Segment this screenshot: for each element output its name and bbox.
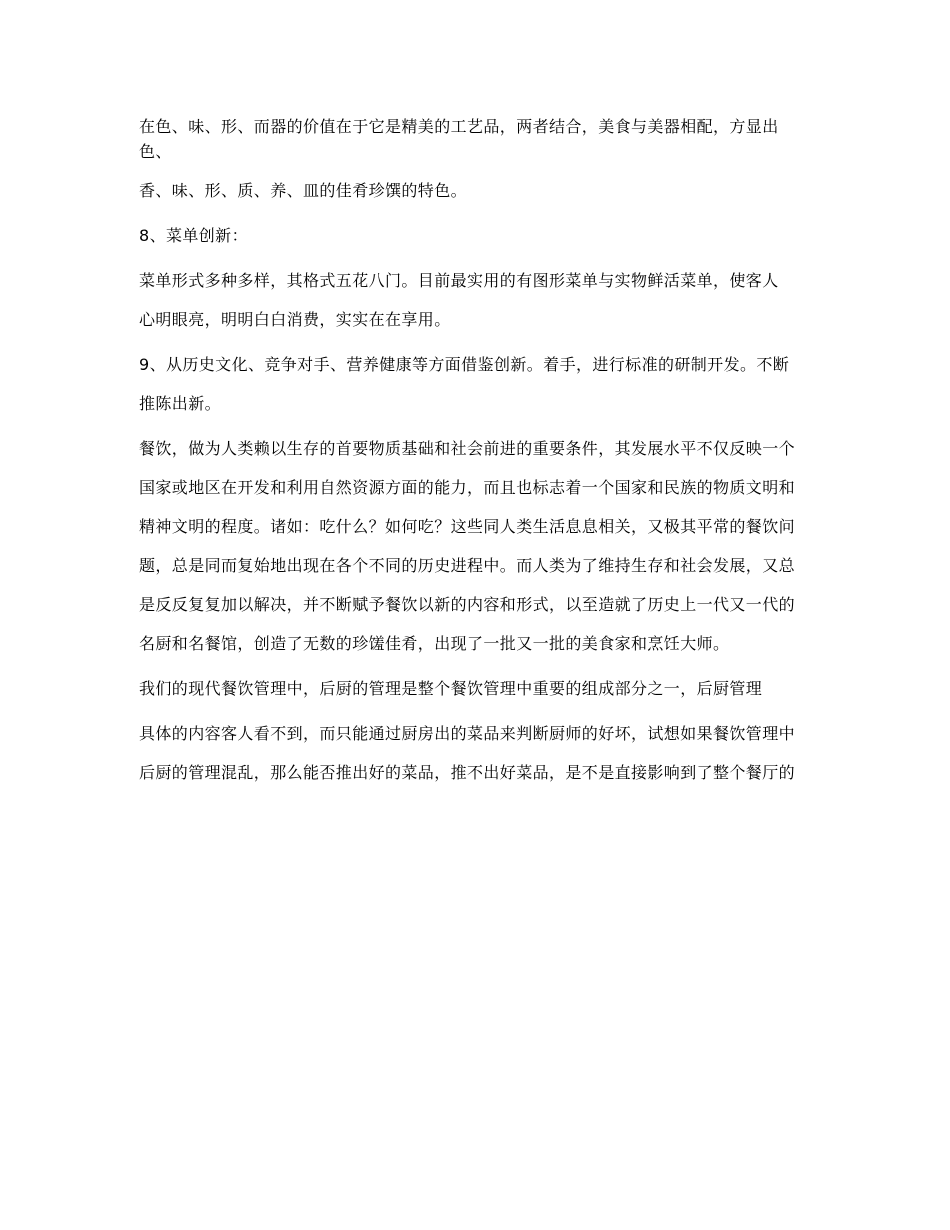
section-heading-8: 8、菜单创新：: [139, 226, 248, 245]
paragraph-8: 精神文明的程度。诸如：吃什么？如何吃？这些同人类生活息息相关，又极其平常的餐饮问: [139, 517, 796, 536]
paragraph-11: 名厨和名餐馆，创造了无数的珍馐佳肴，出现了一批又一批的美食家和烹饪大师。: [139, 634, 730, 653]
paragraph-14: 后厨的管理混乱，那么能否推出好的菜品，推不出好菜品，是不是直接影响到了整个餐厅的: [139, 763, 796, 782]
paragraph-9: 题，总是同而复始地出现在各个不同的历史进程中。而人类为了维持生存和社会发展，又总: [139, 556, 796, 575]
paragraph-13: 具体的内容客人看不到，而只能通过厨房出的菜品来判断厨师的好坏，试想如果餐饮管理中: [139, 724, 796, 743]
paragraph-12: 我们的现代餐饮管理中，后厨的管理是整个餐饮管理中重要的组成部分之一，后厨管理: [139, 679, 763, 698]
paragraph-5: 推陈出新。: [139, 394, 222, 413]
paragraph-10: 是反反复复加以解决，并不断赋予餐饮以新的内容和形式，以至造就了历史上一代又一代的: [139, 595, 796, 614]
paragraph-3: 菜单形式多种多样，其格式五花八门。目前最实用的有图形菜单与实物鲜活菜单，使客人: [139, 271, 779, 290]
section-heading-9: 9、从历史文化、竞争对手、营养健康等方面借鉴创新。着手，进行标准的研制开发。不断: [139, 355, 790, 374]
paragraph-6: 餐饮，做为人类赖以生存的首要物质基础和社会前进的重要条件，其发展水平不仅反映一个: [139, 439, 796, 458]
paragraph-4: 心明眼亮，明明白白消费，实实在在享用。: [139, 310, 451, 329]
paragraph-1: 在色、味、形、而器的价值在于它是精美的工艺品，两者结合，美食与美器相配，方显出色、: [139, 117, 779, 161]
paragraph-2: 香、味、形、质、养、皿的佳肴珍馔的特色。: [139, 181, 468, 200]
paragraph-7: 国家或地区在开发和利用自然资源方面的能力，而且也标志着一个国家和民族的物质文明和: [139, 478, 796, 497]
document-body: [139, 114, 807, 799]
